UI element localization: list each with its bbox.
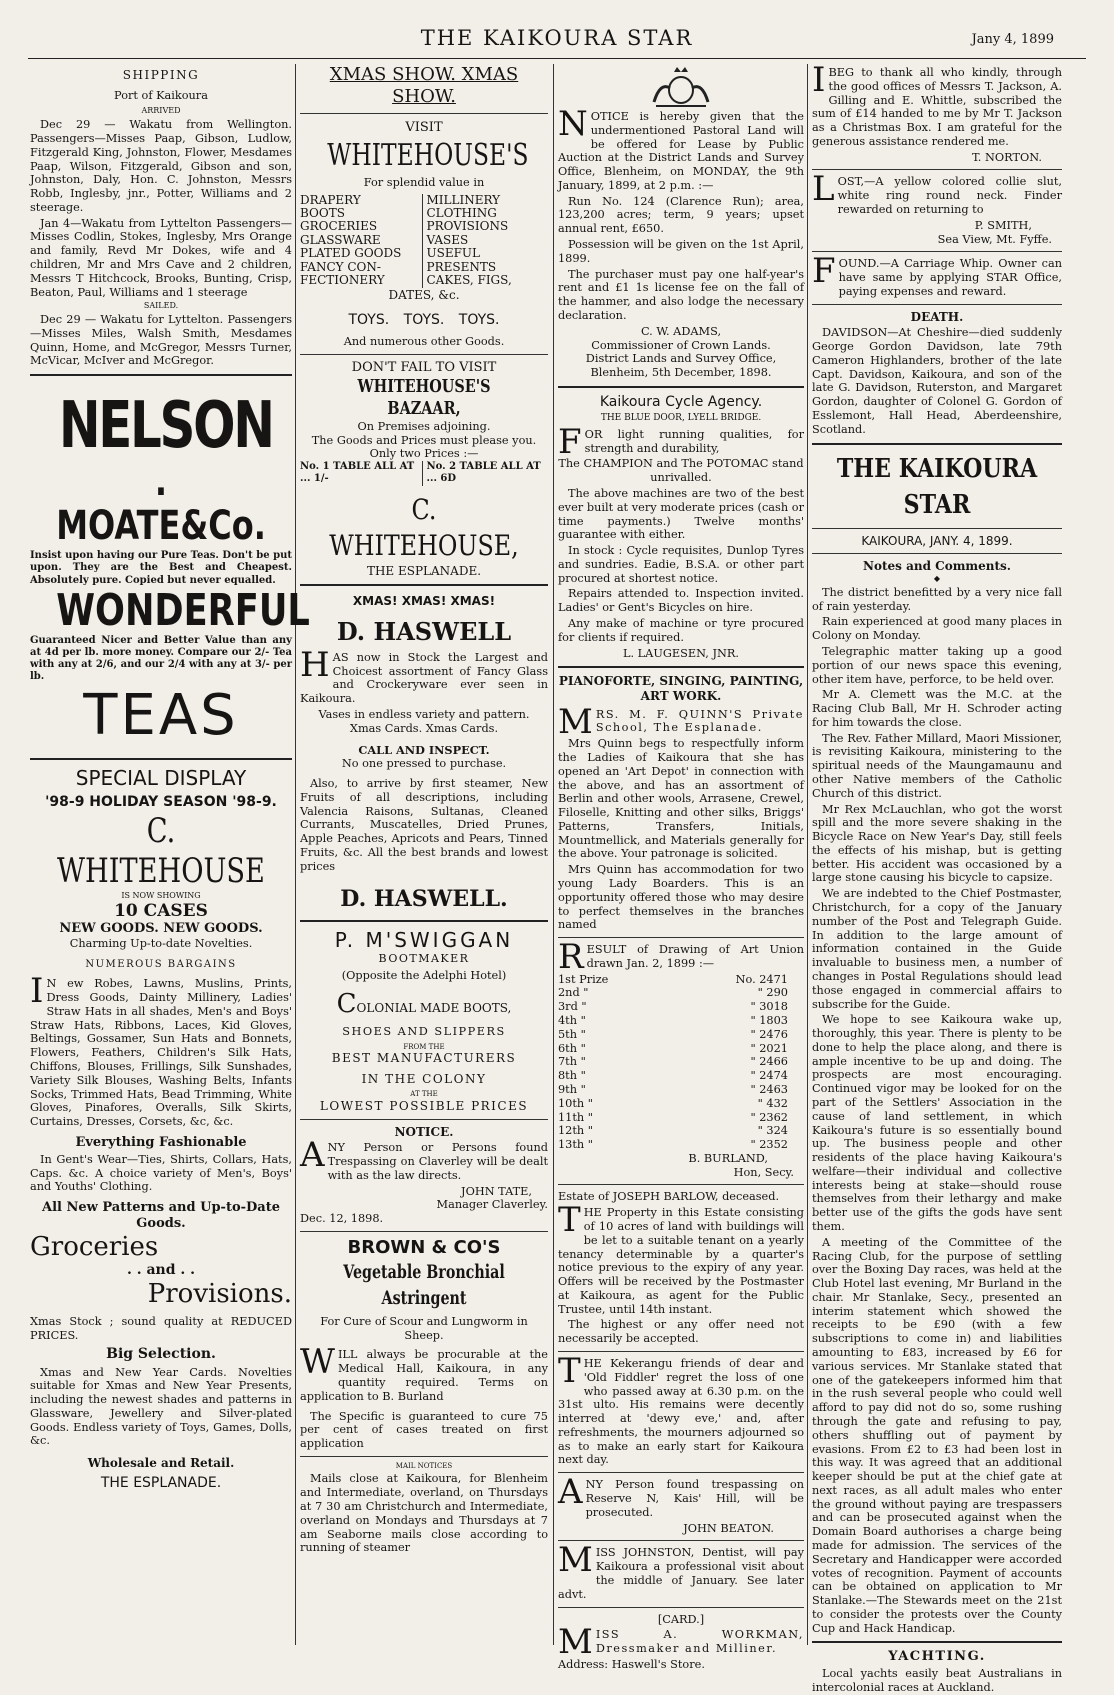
quinn-text-2: Mrs Quinn has accommodation for two young Lady Boarders. This is an opportunity offered those who may desire to perfect themselves in the branches named — [558, 863, 804, 932]
column-rule — [295, 64, 296, 1645]
splendid-value: For splendid value in — [363, 175, 485, 189]
goods-item: FECTIONERY — [300, 273, 385, 288]
c-whitehouse-esplanade: THE ESPLANADE. — [366, 563, 482, 578]
laugesen: L. LAUGESEN, JNR. — [623, 646, 739, 660]
purchaser: The purchaser must pay one half-year's rent and £1 1s license fee on the fall of the hammer, and also lodge the necessary declaration. — [558, 267, 804, 322]
notice-pastoral: NOTICE is hereby given that the undermentioned Pastoral Land will be offered for Lease by Public Auction at the District Lands and Survey Office, Blenheim, on MONDAY, the 9th January, 1899, at 2 p.m. :— — [558, 104, 804, 192]
notice-claverley: ANY Person or Persons found Trespassing on Claverley will be dealt with as the law directs. — [300, 1135, 548, 1182]
dates-label: DATES, &c. — [388, 287, 460, 302]
prize-label: 6th " — [558, 1041, 586, 1055]
prize-label: 3rd " — [558, 1000, 587, 1014]
insist-text: Insist upon having our Pure Teas. Don't be put upon. They are the Best and Cheapest. Absolutely pure. Copied but never equalled. — [30, 550, 292, 586]
kaikoura-star-title: THE KAIKOURA STAR — [836, 453, 1038, 520]
sailed-heading: SAILED. — [143, 301, 179, 311]
prize-row — [558, 973, 788, 987]
mail-text: Mails close at Kaikoura, for Blenheim and Intermediate, overland, on Thursdays at 7 30 am Christchurch and Intermediate, overland on Mondays and Thursdays at 7 am Seaborne mails close according to running of steamer — [300, 1472, 548, 1555]
estate-text: THE Property in this Estate consisting of 10 acres of land with buildings will be let to a suitable tenant on a yearly tenancy determinable by a quarter's notice previous to the expiry of any year. Offers will be received by the Postmaster at Kaikoura, as agent for the Public Trustee, until 14th instant. — [558, 1200, 804, 1316]
dec-12: Dec. 12, 1898. — [300, 1212, 384, 1226]
wholesale-retail: Wholesale and Retail. — [87, 1456, 235, 1471]
will-always: WILL always be procurable at the Medical Hall, Kaikoura, in any quantity required. Terms on application to B. Burland — [300, 1342, 548, 1403]
prize-number: " 2362 — [750, 1110, 788, 1124]
nelson-logo: NELSON — [58, 389, 273, 464]
quinn-text: Mrs Quinn begs to respectfully inform the Ladies of Kaikoura that she has opened an 'Art Depot' in connection with the above, and has an assortment of Berlin and other wools, Arrasene, Crewel, Filoselle, Knitting and other silks, Briggs' Patterns, Transfers, Initials, Mountmellick, and Materials generally for the above. Your patronage is solicited. — [558, 737, 804, 861]
from-the: FROM THE — [403, 1042, 445, 1051]
workman-address: Address: Haswell's Store. — [558, 1657, 705, 1671]
john-tate: JOHN TATE, — [461, 1184, 532, 1198]
notes-paragraph: We are indebted to the Chief Postmaster, Christchurch, for a copy of the January number of the Post and Telegraph Guide. In addition to the large amount of information contained in the Guide invaluable to business men, a number of changes in Postal Regulations should lead those engaged in commercial affairs to subscribe for the Guide. — [812, 887, 1062, 1011]
goods-item: FANCY CON- — [300, 259, 381, 274]
the-esplanade: THE ESPLANADE. — [100, 1474, 222, 1491]
numerous-bargains: NUMEROUS BARGAINS — [85, 959, 237, 971]
prize-number: " 2463 — [750, 1082, 788, 1096]
opposite-adelphi: (Opposite the Adelphi Hotel) — [341, 969, 507, 983]
repairs: Repairs attended to. Inspection invited. Ladies' or Gent's Bicycles on hire. — [558, 587, 804, 615]
goods-item: PRESENTS — [426, 259, 497, 274]
column-2 — [300, 64, 548, 1647]
whitehouses-heading: WHITEHOUSE'S — [327, 137, 529, 173]
prize-label: 7th " — [558, 1055, 586, 1069]
goods-prices: The Goods and Prices must please you. — [311, 433, 537, 447]
prize-label: 10th " — [558, 1096, 593, 1110]
arrived-heading: ARRIVED — [141, 106, 181, 116]
specific-guarantee: The Specific is guaranteed to cure 75 per cent of cases treated on first application — [300, 1409, 548, 1451]
district-office: District Lands and Survey Office, — [585, 352, 777, 366]
xmas-stock: Xmas Stock ; sound quality at REDUCED PRICES. — [30, 1314, 292, 1342]
death-notice: DAVIDSON—At Cheshire—died suddenly George Gordon Davidson, late 79th Cameron Highlanders, brother of the late Capt. Davidson, Kaikoura, and son of the late G. Davidson, Ruterston, and Margaret Gordon, daughter of Colonel G. Gordon of Esslemont, Hall Head, Aberdeenshire, Scotland. — [812, 326, 1062, 436]
champion-potomac: The CHAMPION and The POTOMAC stand unrivalled. — [558, 457, 804, 485]
guaranteed-text: Guaranteed Nicer and Better Value than any at 4d per lb. more money. Compare our 2/- Tea with any at 2/6, and our 2/4 with any at 3/- per lb. — [30, 634, 292, 683]
lowest-prices: LOWEST POSSIBLE PRICES — [319, 1098, 529, 1113]
prize-number: " 2352 — [750, 1138, 788, 1152]
prize-label: 13th " — [558, 1138, 593, 1152]
prize-row — [558, 1083, 788, 1097]
ten-cases: 10 CASES — [114, 900, 208, 921]
death-heading: DEATH. — [910, 309, 964, 324]
goods-item: BOOTS — [300, 205, 345, 220]
wonderful-heading: WONDERFUL — [56, 584, 310, 636]
quinn-heading: MRS. M. F. QUINN'S Private School, The Esplanade. — [558, 701, 804, 742]
above-machines: The above machines are two of the best ever built at very moderate prices (cash or time payments.) Twelve months' guarantee with either. — [558, 487, 804, 542]
masthead — [0, 26, 1114, 56]
shipping-heading: SHIPPING — [122, 68, 200, 82]
prize-row — [558, 1042, 788, 1056]
goods-list — [300, 194, 548, 288]
workman-text: MISS A. WORKMAN, Dressmaker and Milliner. — [558, 1622, 804, 1663]
dateline: KAIKOURA, JANY. 4, 1899. — [861, 533, 1013, 548]
goods-list-left — [300, 194, 422, 288]
possession: Possession will be given on the 1st April, 1899. — [558, 238, 804, 265]
any-make: Any make of machine or tyre procured for clients if required. — [558, 617, 804, 644]
special-display-heading: SPECIAL DISPLAY — [75, 765, 247, 790]
xmas-triple: XMAS! XMAS! XMAS! — [352, 594, 496, 609]
xmas-show-heading: XMAS SHOW. XMAS SHOW. — [329, 64, 519, 107]
goods-item: DRAPERY — [300, 192, 361, 207]
c-whitehouse: C. WHITEHOUSE, — [329, 492, 519, 562]
prize-row — [558, 1000, 788, 1014]
norton-signature: T. NORTON. — [971, 150, 1042, 164]
yachting-heading: YACHTING. — [888, 1649, 986, 1665]
goods-item: PLATED GOODS — [300, 246, 402, 261]
notes-paragraph: Rain experienced at good many places in Colony on Monday. — [812, 615, 1062, 643]
highest-offer: The highest or any offer need not necessarily be accepted. — [558, 1318, 804, 1346]
table-2: No. 2 TABLE ALL AT ... 6D — [422, 461, 549, 485]
prize-label: 9th " — [558, 1082, 586, 1096]
notice-heading: NOTICE. — [394, 1124, 454, 1139]
teas-heading: TEAS — [83, 682, 239, 748]
prize-number: " 2466 — [750, 1055, 788, 1069]
arrived-text: Dec 29 — Wakatu from Wellington. Passengers—Misses Paap, Gibson, Ludlow, Fitzgerald King, Johnston, Flower, Mesdames Paap, Wilson, Fitzgerald, Gibson and son, Johnston, Daly, Hon. C. Johnston, Messrs Robb, Inglesby, jnr., Potter, Williams and 2 steerage. — [30, 118, 292, 214]
masthead-date: Jany 4, 1899 — [971, 32, 1054, 47]
notes-heading: Notes and Comments. — [863, 559, 1011, 574]
goods-item: VASES — [426, 232, 469, 247]
prize-number: " 324 — [757, 1124, 788, 1138]
norton-thanks: IBEG to thank all who kindly, through the good offices of Messrs T. Jackson, A. Gilling and E. Whittle, subscribed the sum of £14 handed to me by Mr T. Jackson as a Christmas Box. I am grateful for the generous assistance rendered me. — [812, 60, 1062, 148]
port-heading: Port of Kaikoura — [114, 88, 208, 102]
prize-row — [558, 1014, 788, 1028]
vases: Vases in endless variety and pattern. — [318, 707, 530, 721]
prize-label: 2nd " — [558, 986, 589, 1000]
notes-paragraph: Mr A. Clemett was the M.C. at the Racing Club Ball, Mr H. Schroder acting for him towards the close. — [812, 688, 1062, 729]
royal-crest-icon — [558, 64, 804, 108]
prize-label: 1st Prize — [558, 972, 609, 986]
prize-row — [558, 1055, 788, 1069]
shoes-slippers: SHOES AND SLIPPERS — [342, 1024, 506, 1038]
prize-row — [558, 1097, 788, 1111]
prize-row — [558, 1028, 788, 1042]
new-robes-text: I N ew Robes, Lawns, Muslins, Prints, Dress Goods, Dainty Millinery, Ladies' Straw Hats in all shades, Men's and Boys' Straw Hats, Ribbons, Laces, Kid Gloves, Beltings, Gossamer, Sun Hats and Bonnets, Flowers, Feathers, Children's Silk Hats, Chiffons, Blouses, Frillings, Silk Sunshades, Variety Silk Blouses, Washing Belts, Infants Socks, Trimmed Hats, Bead Trimming, White Gloves, Pinafores, Overalls, Silk Skirts, Curtains, Dresses, Corsets, &c, &c. — [30, 971, 292, 1129]
arrived-text-2: Jan 4—Wakatu from Lyttelton Passengers—Misses Codlin, Stokes, Inglesby, Mrs Orange and family, Revd Mr Dokes, wife and 4 children, Mr and Mrs Cave and 2 children, Messrs T Hitchcock, Brooks, Bunting, Crisp, Beaton, Paul, Williams and 1 steerage — [30, 216, 292, 299]
column-4: IBEG to thank all who kindly, through the good offices of Messrs T. Jackson, A. Gilling and E. Whittle, subscribed the sum of £14 handed to me by Mr T. Jackson as a Christmas Box. I am grateful for the generous assistance rendered me. T. NORTON. LOST,—A yellow colored collie slut, white ring round neck. Finder rewarded on returning to P. SMITH, Sea View, Mt. Fyffe. FOUND.—A Carriage Whip. Owner can have same by applying STAR Office, paying expenses and reward. DEATH. DAVIDSON—At Cheshire—died suddenly George Gordon Davidson, late 79th Cameron Highlanders, brother of the late Capt. Davidson, Kaikoura, and son of the late G. Davidson, Ruterston, and Margaret Gordon, daughter of Colonel G. Gordon of Esslemont, Hall Head, Aberdeenshire, Scotland. THE KAIKOURA STAR KAIKOURA, JANY. 4, 1899. Notes and Comments. ◆ The district benefitted by a very nice fall of rain yesterday. Rain experienced at good many places in Colony on Monday. Telegraphic matter taking up a good portion of our news space this evening, other item have, perforce, to be held over. Mr A. Clemett was the M.C. at the Racing Club Ball, Mr H. Schroder acting for him towards the close. The Rev. Father Millard, Maori Missioner, is revisiting Kaikoura, ministering to the spiritual needs of the Maungamaunu and other Native members of the Catholic Church of this district. Mr Rex McLauchlan, who got the worst spill and the more severe shaking in the Bicycle Race on New Year's Day, still feels the effects of his mishap, but is getting better. His accident was occasioned by a large stone causing his bicycle to capsize. We are indebted to the Chief Postmaster, Christchurch, for a copy of the January number of the Post and Telegraph Guide. In addition to the large amount of information contained in the Guide invaluable to business men, a number of changes in Postal Regulations should lead those engaged in commercial affairs to subscribe for the Guide. We hope to see Kaikoura wake up, thoroughly, this year. There is plenty to be done to help the place along, and there is ample incentive to be up and doing. The prospects are most encouraging. Continued vigor may be looked for on the part of the Settlers' Association in the cause of land settlement, in which Kaikoura's future is so essentially bound up. The business people and other residents of the place having Kaikoura's welfare—their individual and collective interests being at stake—should rouse themselves from their lethargy and make better use of the gifts the gods have sent them. A meeting of the Committee of the Racing Club, for the purpose of settling over the Boxing Day races, was held at the Club Hotel last evening, Mr Burland in the chair. Mr Stanlake, Secy., presented an interim statement which showed the receipts to be £90 (with a few subscriptions to come in) and liabilities amounting to £83, increased by £6 for various services. Mr Stanlake stated that one of the gatekeepers informed him that in the rush several people who could well afford to pay did not do so, some rushing through the gate and refusing to pay, others shuffling out of payment by evasions. From £2 to £3 had been lost in this way. It was agreed that an additional keeper should be put at the chief gate at next races, as all adult males who enter the ground without paying are trespassers and can be prosecuted against when the Domain Board authorises a charge being made for admission. The services of the Secretary and Handicapper were accorded votes of recognition. Payment of accounts can be obtained on application to Mr Stanlake.—The Stewards meet on the 21st to consider the protests over the County Cup and Hack Handicap. YACHTING. Local yachts easily beat Australians in intercolonial races at Auckland. — [812, 60, 1062, 1695]
yachting-text: Local yachts easily beat Australians in intercolonial races at Auckland. — [812, 1667, 1062, 1695]
no-one-pressed: No one pressed to purchase. — [341, 757, 507, 771]
prize-row — [558, 1111, 788, 1125]
prize-row — [558, 986, 788, 1000]
prize-label: 11th " — [558, 1110, 593, 1124]
prize-row — [558, 1124, 788, 1138]
at-the: AT THE — [410, 1090, 438, 1099]
burland: B. BURLAND, — [688, 1151, 768, 1165]
kekerangu-text: THE Kekerangu friends of dear and 'Old Fiddler' regret the loss of one who passed away at 6.30 p.m. on the 31st ulto. His remains were decently interred at 'dewy eve,' and, after refreshments, the mourners adjourned so as to make an early start for Kaikoura next day. — [558, 1351, 804, 1467]
prize-row — [558, 1138, 788, 1152]
groceries-heading: Groceries — [30, 1231, 159, 1262]
notes-paragraph: Telegraphic matter taking up a good portion of our news space this evening, other item have, perforce, to be held over. — [812, 644, 1062, 686]
toys-heading: TOYS. TOYS. TOYS. — [348, 312, 500, 329]
bazaar-heading: WHITEHOUSE'S BAZAAR, — [357, 375, 491, 419]
all-new-patterns: All New Patterns and Up-to-Date Goods. — [42, 1200, 280, 1231]
prize-number: " 2476 — [750, 1027, 788, 1041]
visit-label: VISIT — [405, 119, 443, 135]
prize-number: " 2021 — [750, 1041, 788, 1055]
gents-wear-text: In Gent's Wear—Ties, Shirts, Collars, Hats, Caps. &c. A choice variety of Men's, Boys' and Youths' Clothing. — [30, 1152, 292, 1194]
notes-paragraph: The district benefitted by a very nice fall of rain yesterday. — [812, 585, 1062, 613]
smith: P. SMITH, — [974, 218, 1032, 232]
haswell-text: HAS now in Stock the Largest and Choicest assortment of Fancy Glass and Crockeryware ever seen in Kaikoura. — [300, 644, 548, 706]
in-the-colony: IN THE COLONY — [361, 1071, 487, 1086]
goods-item: CAKES, FIGS, — [426, 273, 512, 288]
result-heading: RESULT of Drawing of Art Union drawn Jan. 2, 1899 :— — [558, 937, 804, 978]
prize-number: " 2474 — [750, 1069, 788, 1083]
prize-list — [558, 973, 804, 1152]
brown-cos: BROWN & CO'S — [347, 1236, 501, 1258]
prize-number: " 3018 — [750, 1000, 788, 1014]
charming-novelties: Charming Up-to-date Novelties. — [69, 937, 253, 951]
premises: On Premises adjoining. — [357, 419, 491, 433]
notes-paragraph: We hope to see Kaikoura wake up, thoroughly, this year. There is plenty to be done to help the place along, and there is ample incentive to be up and doing. The prospects are most encouraging. Continued vigor may be looked for on the part of the Settlers' Association in the cause of land settlement, in which Kaikoura's future is so essentially bound up. The business people and other residents of the place having Kaikoura's welfare—their individual and collective interests being at stake—should rouse themselves from their lethargy and make better use of the gifts the gods have sent them. — [812, 1013, 1062, 1233]
prize-row — [558, 1069, 788, 1083]
price-tables — [300, 461, 548, 485]
goods-list-right — [422, 194, 549, 288]
prize-label: 8th " — [558, 1069, 586, 1083]
trespass-notice: ANY Person found trespassing on Reserve N, Kais' Hill, will be prosecuted. — [558, 1472, 804, 1519]
vegetable-astringent: Vegetable Bronchial Astringent — [343, 1260, 505, 1309]
masthead-rule — [28, 58, 1086, 59]
big-selection: Big Selection. — [106, 1346, 216, 1363]
goods-item: PROVISIONS — [426, 219, 509, 234]
prize-label: 4th " — [558, 1014, 586, 1028]
goods-item: CLOTHING — [426, 205, 497, 220]
haswell-heading: D. HASWELL — [336, 616, 512, 646]
xmas-cards: Xmas Cards. Xmas Cards. — [349, 721, 499, 735]
manager-claverley: Manager Claverley. — [436, 1198, 548, 1212]
call-inspect: CALL AND INSPECT. — [358, 742, 490, 757]
notes-paragraph: A meeting of the Committee of the Racing Club, for the purpose of settling over the Boxing Day races, was held at the Club Hotel last evening, Mr Burland in the chair. Mr Stanlake, Secy., presented an interim statement which showed the receipts to be £90 (with a few subscriptions to come in) and liabilities amounting to £83, increased by £6 for various services. Mr Stanlake stated that one of the gatekeepers informed him that in the rush several people who could well afford to pay did not do so, some rushing through the gate and refusing to pay, others shuffling out of payment by evasions. From £2 to £3 had been lost in this way. It was agreed that an additional keeper should be put at the chief gate at next races, as all adult males who enter the ground without paying are trespassers and can be prosecuted against when the Domain Board authorises a charge being made for admission. The services of the Secretary and Handicapper were accorded votes of recognition. Payment of accounts can be obtained on application to Mr Stanlake.—The Stewards meet on the 21st to consider the protests over the County Cup and Hack Handicap. — [812, 1235, 1062, 1635]
notes-paragraph: The Rev. Father Millard, Maori Missioner, is revisiting Kaikoura, ministering to the spiritual needs of the Maungamaunu and other Native members of the Catholic Church of this district. — [812, 731, 1062, 800]
also-arrive: Also, to arrive by first steamer, New Fruits of all descriptions, including Valencia Raisons, Sultanas, Cleaned Currants, Muscatelles, Dried Prunes, Apple Peaches, Apricots and Pears, Tinned Fruits, &c. All the best brands and lowest prices — [300, 777, 548, 873]
notes-paragraph: Mr Rex McLauchlan, who got the worst spill and the more severe shaking in the Bicycle Race on New Year's Day, still feels the effects of his mishap, but is getting better. His accident was occasioned by a large stone causing his bicycle to capsize. — [812, 802, 1062, 885]
sailed-text: Dec 29 — Wakatu for Lyttelton. Passengers—Misses Miles, Walsh Smith, Mesdames Quinn, Home, and McGregor, Messrs Turner, McVicar, McIver and McGregor. — [30, 313, 292, 368]
numerous-goods: And numerous other Goods. — [343, 335, 505, 349]
goods-item: GROCERIES — [300, 219, 378, 234]
johnston-dentist: MISS JOHNSTON, Dentist, will pay Kaikoura a professional visit about the middle of January. See later advt. — [558, 1540, 804, 1601]
blenheim-date: Blenheim, 5th December, 1898. — [590, 366, 772, 380]
prize-number: " 1803 — [750, 1014, 788, 1028]
whitehouse-name: C. WHITEHOUSE — [57, 810, 265, 891]
for-light: FOR light running qualities, for strength and durability, — [558, 421, 804, 462]
prize-label: 5th " — [558, 1027, 586, 1041]
new-goods: NEW GOODS. NEW GOODS. — [59, 921, 263, 937]
blue-door: THE BLUE DOOR, LYELL BRIDGE. — [600, 412, 762, 423]
table-1: No. 1 TABLE ALL AT ... 1/- — [300, 461, 415, 485]
masthead-title: THE KAIKOURA STAR — [420, 26, 694, 50]
cards-text: Xmas and New Year Cards. Novelties suitable for Xmas and New Year Presents, including the newest shades and patterns in Glassware, Jewellery and Silver-plated Goods. Endless variety of Toys, Games, Dolls, &c. — [30, 1365, 292, 1448]
everything-fashionable: Everything Fashionable — [75, 1134, 247, 1150]
hon-secy: Hon, Secy. — [733, 1165, 794, 1179]
goods-item: USEFUL — [426, 246, 481, 261]
prize-number: No. 2471 — [735, 972, 788, 986]
run-124: Run No. 124 (Clarence Run); area, 123,200 acres; term, 9 years; upset annual rent, £650. — [558, 194, 804, 236]
adams: C. W. ADAMS, — [640, 324, 722, 338]
moate-logo: . MOATE&Co. — [56, 459, 266, 550]
john-beaton: JOHN BEATON. — [683, 1521, 774, 1535]
in-stock: In stock : Cycle requisites, Dunlop Tyres and sundries. Eadie, B.S.A. or other part procured at shortest notice. — [558, 544, 804, 585]
column-1 — [30, 64, 310, 1647]
dont-fail: DON'T FAIL TO VISIT — [351, 360, 497, 376]
now-showing: IS NOW SHOWING — [121, 890, 201, 900]
mail-notices: MAIL NOTICES — [395, 1461, 453, 1470]
haswell-heading-2: D. HASWELL. — [340, 885, 508, 912]
only-two-prices: Only two Prices :— — [369, 447, 479, 461]
column-rule — [807, 64, 808, 1645]
mswiggan-heading: P. M'SWIGGAN — [334, 927, 514, 952]
pianoforte-heading: PIANOFORTE, SINGING, PAINTING, ART WORK. — [558, 674, 804, 704]
prize-label: 12th " — [558, 1124, 593, 1138]
commissioner: Commissioner of Crown Lands. — [591, 338, 771, 352]
lost-notice: LOST,—A yellow colored collie slut, white ring round neck. Finder rewarded on returning to — [812, 169, 1062, 217]
found-notice: FOUND.—A Carriage Whip. Owner can have same by applying STAR Office, paying expenses and reward. — [812, 251, 1062, 298]
and-separator: . . and . . — [126, 1261, 196, 1278]
card-label: [CARD.] — [657, 1612, 705, 1626]
best-manufacturers: BEST MANUFACTURERS — [331, 1051, 517, 1066]
notes-paragraphs — [812, 586, 1062, 1636]
holiday-season: '98-9 HOLIDAY SEASON '98-9. — [45, 793, 277, 810]
bootmaker: BOOTMAKER — [378, 951, 470, 965]
cycle-agency: Kaikoura Cycle Agency. — [599, 393, 763, 410]
estate-heading: Estate of JOSEPH BARLOW, deceased. — [558, 1190, 780, 1204]
goods-item: MILLINERY — [426, 192, 501, 207]
column-3 — [558, 64, 804, 1671]
prize-number: " 432 — [757, 1096, 788, 1110]
prize-number: " 290 — [757, 986, 788, 1000]
colonial-boots: COLONIAL MADE BOOTS, — [336, 989, 512, 1020]
column-rule — [553, 64, 554, 1645]
for-cure: For Cure of Scour and Lungworm in Sheep. — [320, 1314, 528, 1342]
goods-item: GLASSWARE — [300, 232, 381, 247]
provisions-heading: Provisions. — [147, 1278, 292, 1309]
sea-view: Sea View, Mt. Fyffe. — [937, 232, 1052, 246]
